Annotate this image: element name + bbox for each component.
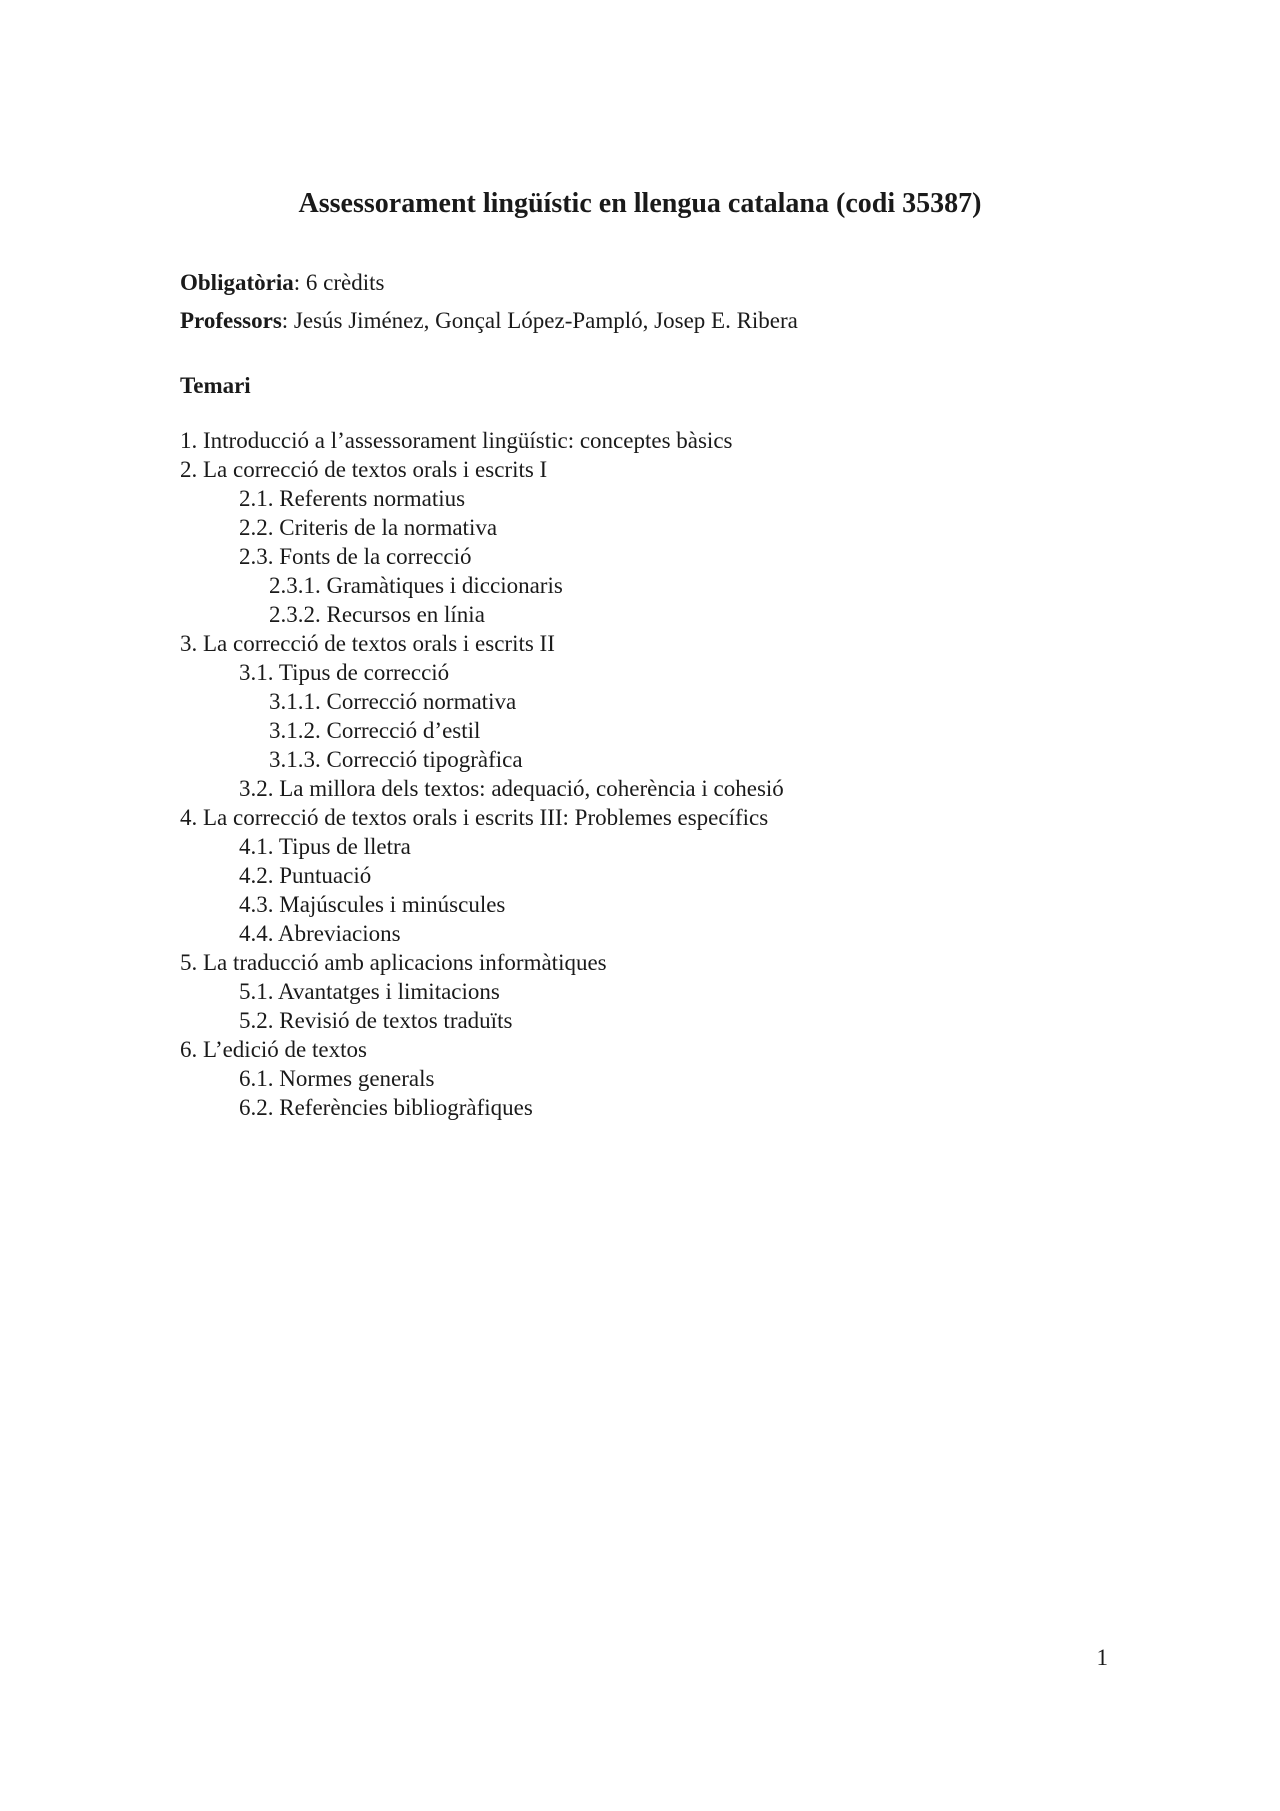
page-title: Assessorament lingüístic en llengua catalana (codi 35387) xyxy=(298,188,982,219)
temari-item: 2.1. Referents normatius xyxy=(239,486,466,511)
temari-item: 2.2. Criteris de la normativa xyxy=(239,515,498,540)
obligatoria-label: Obligatòria xyxy=(180,270,294,295)
temari-item: 4.1. Tipus de lletra xyxy=(239,834,411,859)
temari-item: 4. La correcció de textos orals i escrits III: Problemes específics xyxy=(180,805,769,830)
temari-item: 4.2. Puntuació xyxy=(239,863,372,888)
temari-list xyxy=(180,426,784,1122)
temari-item: 4.4. Abreviacions xyxy=(239,921,401,946)
professors-value: : Jesús Jiménez, Gonçal López-Pampló, Josep E. Ribera xyxy=(281,308,798,333)
professors-line xyxy=(180,306,798,336)
temari-item: 6.1. Normes generals xyxy=(239,1066,435,1091)
temari-heading: Temari xyxy=(180,373,251,398)
temari-item: 3.1. Tipus de correcció xyxy=(239,660,450,685)
temari-item: 6.2. Referències bibliogràfiques xyxy=(239,1095,533,1120)
temari-item: 5. La traducció amb aplicacions informàtiques xyxy=(180,950,607,975)
professors-label: Professors xyxy=(180,308,282,333)
page-number: 1 xyxy=(1096,1645,1108,1670)
temari-item: 1. Introducció a l’assessorament lingüístic: conceptes bàsics xyxy=(180,428,733,453)
temari-item: 3.1.2. Correcció d’estil xyxy=(269,718,481,743)
temari-item: 3. La correcció de textos orals i escrits II xyxy=(180,631,555,656)
obligatoria-value: : 6 crèdits xyxy=(293,270,385,295)
temari-item: 3.2. La millora dels textos: adequació, coherència i cohesió xyxy=(239,776,784,801)
temari-item: 6. L’edició de textos xyxy=(180,1037,367,1062)
temari-item: 2.3. Fonts de la correcció xyxy=(239,544,472,569)
temari-item: 2.3.1. Gramàtiques i diccionaris xyxy=(269,573,563,598)
obligatoria-line xyxy=(180,268,384,298)
temari-item: 4.3. Majúscules i minúscules xyxy=(239,892,506,917)
temari-item: 2. La correcció de textos orals i escrits I xyxy=(180,457,548,482)
temari-item: 3.1.1. Correcció normativa xyxy=(269,689,517,714)
temari-item: 5.2. Revisió de textos traduïts xyxy=(239,1008,513,1033)
temari-item: 2.3.2. Recursos en línia xyxy=(269,602,485,627)
temari-item: 5.1. Avantatges i limitacions xyxy=(239,979,500,1004)
temari-item: 3.1.3. Correcció tipogràfica xyxy=(269,747,523,772)
